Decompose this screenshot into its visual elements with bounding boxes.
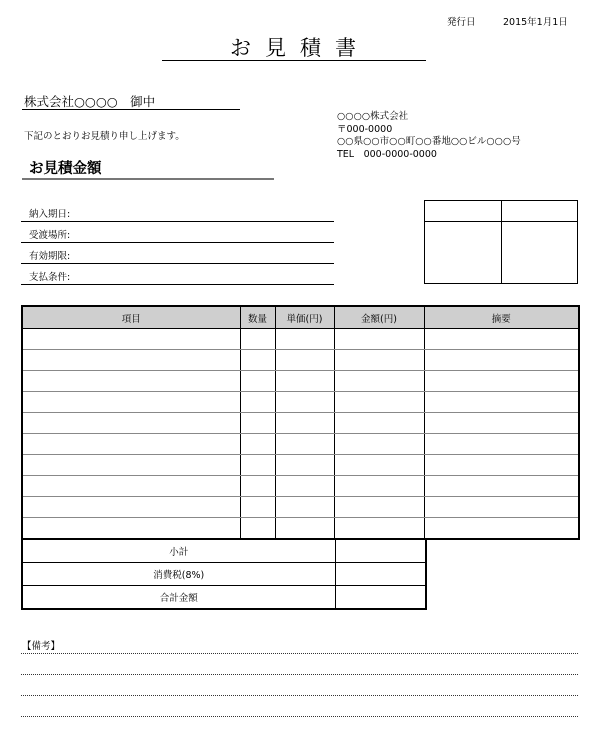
remarks-cell[interactable] xyxy=(424,371,579,392)
grand-total-label: 合計金額 xyxy=(22,586,335,610)
column-header-unit-price: 単価(円) xyxy=(275,306,334,329)
amount-cell[interactable] xyxy=(334,455,424,476)
greeting-text: 下記のとおりお見積り申し上げます。 xyxy=(24,131,185,142)
condition-payment: 支払条件: xyxy=(29,272,71,283)
issue-date-value: 2015年1月1日 xyxy=(503,17,568,28)
subtotal-value[interactable] xyxy=(335,539,426,563)
unit-price-cell[interactable] xyxy=(275,329,334,350)
table-row xyxy=(22,413,579,434)
tax-label: 消費税(8%) xyxy=(22,563,335,586)
sender-block xyxy=(337,111,521,161)
unit-price-cell[interactable] xyxy=(275,455,334,476)
item-cell[interactable] xyxy=(22,434,240,455)
item-cell[interactable] xyxy=(22,455,240,476)
remarks-cell[interactable] xyxy=(424,476,579,497)
grand-total-row xyxy=(22,586,426,610)
item-cell[interactable] xyxy=(22,497,240,518)
column-header-amount: 金額(円) xyxy=(334,306,424,329)
condition-line xyxy=(21,284,334,285)
unit-price-cell[interactable] xyxy=(275,413,334,434)
tax-value[interactable] xyxy=(335,563,426,586)
notes-line xyxy=(21,695,578,696)
tax-row xyxy=(22,563,426,586)
quantity-cell[interactable] xyxy=(240,392,275,413)
table-row xyxy=(22,497,579,518)
recipient-name: 株式会社○○○○ 御中 xyxy=(24,94,156,109)
unit-price-cell[interactable] xyxy=(275,497,334,518)
remarks-cell[interactable] xyxy=(424,350,579,371)
item-cell[interactable] xyxy=(22,350,240,371)
items-header-row xyxy=(22,306,579,329)
unit-price-cell[interactable] xyxy=(275,350,334,371)
table-row xyxy=(22,392,579,413)
amount-cell[interactable] xyxy=(334,350,424,371)
notes-line xyxy=(21,716,578,717)
items-table xyxy=(21,305,580,540)
quantity-cell[interactable] xyxy=(240,413,275,434)
sender-postal: 〒000-0000 xyxy=(337,123,393,135)
item-cell[interactable] xyxy=(22,518,240,540)
quantity-cell[interactable] xyxy=(240,497,275,518)
sender-tel: TEL 000-0000-0000 xyxy=(337,148,437,160)
remarks-cell[interactable] xyxy=(424,434,579,455)
item-cell[interactable] xyxy=(22,329,240,350)
table-row xyxy=(22,371,579,392)
item-cell[interactable] xyxy=(22,476,240,497)
remarks-cell[interactable] xyxy=(424,329,579,350)
title-underline xyxy=(162,60,426,61)
amount-cell[interactable] xyxy=(334,329,424,350)
remarks-cell[interactable] xyxy=(424,518,579,540)
unit-price-cell[interactable] xyxy=(275,476,334,497)
table-row xyxy=(22,434,579,455)
document-title: お見積書 xyxy=(230,36,370,60)
sender-company: ○○○○株式会社 xyxy=(337,111,409,122)
remarks-cell[interactable] xyxy=(424,455,579,476)
quantity-cell[interactable] xyxy=(240,434,275,455)
unit-price-cell[interactable] xyxy=(275,518,334,540)
quantity-cell[interactable] xyxy=(240,476,275,497)
unit-price-cell[interactable] xyxy=(275,371,334,392)
amount-cell[interactable] xyxy=(334,371,424,392)
quantity-cell[interactable] xyxy=(240,455,275,476)
quantity-cell[interactable] xyxy=(240,329,275,350)
notes-label: 【備考】 xyxy=(22,641,61,652)
amount-cell[interactable] xyxy=(334,413,424,434)
unit-price-cell[interactable] xyxy=(275,434,334,455)
table-row xyxy=(22,518,579,540)
remarks-cell[interactable] xyxy=(424,392,579,413)
column-header-item: 項目 xyxy=(22,306,240,329)
remarks-cell[interactable] xyxy=(424,497,579,518)
total-amount-heading: お見積金額 xyxy=(29,161,102,177)
amount-cell[interactable] xyxy=(334,518,424,540)
table-row xyxy=(22,476,579,497)
subtotal-row xyxy=(22,539,426,563)
remarks-cell[interactable] xyxy=(424,413,579,434)
condition-line xyxy=(21,242,334,243)
recipient-underline xyxy=(22,109,240,110)
table-row xyxy=(22,350,579,371)
item-cell[interactable] xyxy=(22,371,240,392)
column-header-quantity: 数量 xyxy=(240,306,275,329)
total-amount-underline xyxy=(22,178,274,180)
condition-delivery-date: 納入期日: xyxy=(29,209,71,220)
grand-total-value[interactable] xyxy=(335,586,426,610)
condition-line xyxy=(21,221,334,222)
quantity-cell[interactable] xyxy=(240,350,275,371)
amount-cell[interactable] xyxy=(334,392,424,413)
amount-cell[interactable] xyxy=(334,476,424,497)
stamp-box-divider xyxy=(501,200,502,284)
summary-table xyxy=(21,538,427,610)
notes-line xyxy=(21,653,578,654)
issue-date-label: 発行日 xyxy=(447,17,476,28)
amount-cell[interactable] xyxy=(334,434,424,455)
item-cell[interactable] xyxy=(22,392,240,413)
condition-delivery-place: 受渡場所: xyxy=(29,230,71,241)
unit-price-cell[interactable] xyxy=(275,392,334,413)
item-cell[interactable] xyxy=(22,413,240,434)
column-header-remarks: 摘要 xyxy=(424,306,579,329)
subtotal-label: 小計 xyxy=(22,539,335,563)
sender-address: ○○県○○市○○町○○番地○○ビル○○○号 xyxy=(337,136,521,147)
table-row xyxy=(22,455,579,476)
quantity-cell[interactable] xyxy=(240,371,275,392)
table-row xyxy=(22,329,579,350)
notes-line xyxy=(21,674,578,675)
condition-validity: 有効期限: xyxy=(29,251,71,262)
amount-cell[interactable] xyxy=(334,497,424,518)
quantity-cell[interactable] xyxy=(240,518,275,540)
condition-line xyxy=(21,263,334,264)
